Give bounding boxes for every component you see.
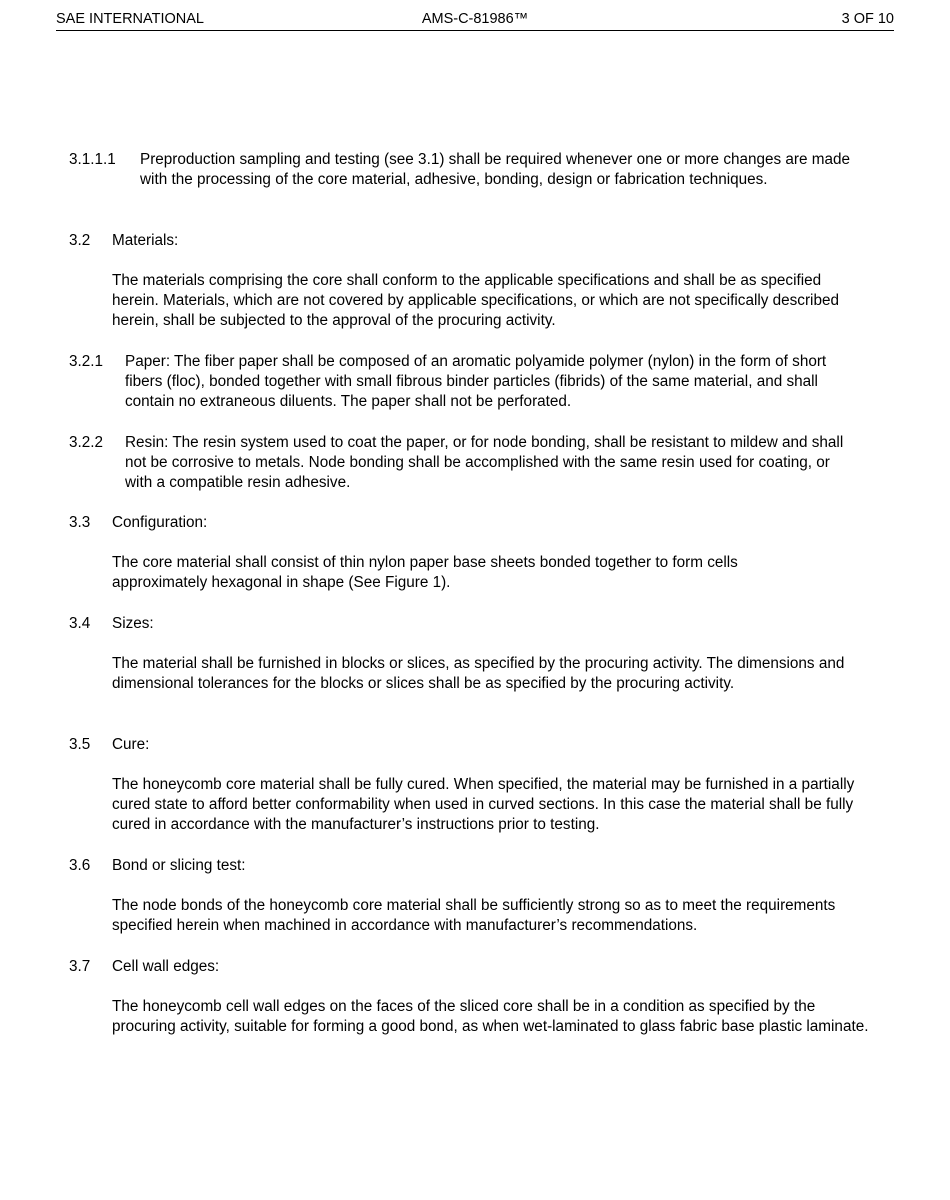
section-text: Preproduction sampling and testing (see 3.1) shall be required whenever one or more changes are made with the processing of the core material, adhesive, bonding, design or fabrication techniques. [140, 151, 851, 189]
section-3-4-body: The material shall be furnished in blocks or slices, as specified by the procuring activity. The dimensions and dimensional tolerances for the blocks or slices shall be as specified by the procuring activity. [112, 655, 845, 693]
section-3-1-1-1 [69, 150, 869, 190]
section-title: Bond or slicing test: [112, 857, 246, 874]
section-3-3-body: The core material shall consist of thin nylon paper base sheets bonded together to form cells approximately hexagonal in shape (See Figure 1). [112, 554, 738, 592]
section-text: Resin: The resin system used to coat the paper, or for node bonding, shall be resistant to mildew and shall not be corrosive to metals. Node bonding shall be accomplished with the same resin used for coating, or with a compatible resin adhesive. [125, 434, 844, 492]
section-title: Cure: [112, 736, 150, 753]
section-3-2-body: The materials comprising the core shall conform to the applicable specifications and shall be as specified herein. Materials, which are not covered by applicable specifications, or which are not specifically described herein, shall be subjected to the approval of the procuring activity. [112, 272, 839, 330]
section-3-6-body: The node bonds of the honeycomb core material shall be sufficiently strong so as to meet the requirements specified herein when machined in accordance with manufacturer’s recommendations. [112, 897, 836, 935]
section-number: 3.2.1 [69, 353, 104, 370]
section-3-2-1 [69, 352, 869, 413]
section-number: 3.2.2 [69, 434, 104, 451]
header-page-number: 3 OF 10 [841, 11, 894, 27]
section-number: 3.7 [69, 958, 91, 975]
section-3-2-2 [69, 433, 869, 494]
page-header [56, 10, 894, 31]
header-doc-id: AMS-C-81986™ [421, 11, 529, 27]
header-org: SAE INTERNATIONAL [56, 11, 204, 27]
section-title: Materials: [112, 232, 179, 249]
section-3-5-body: The honeycomb core material shall be fully cured. When specified, the material may be furnished in a partially cured state to afford better conformability when used in curved sections. In this case the material shall be fully cured in accordance with the manufacturer’s instructions prior to testing. [112, 776, 855, 834]
section-number: 3.6 [69, 857, 91, 874]
section-title: Sizes: [112, 615, 154, 632]
section-3-7-body: The honeycomb cell wall edges on the faces of the sliced core shall be in a condition as specified by the procuring activity, suitable for forming a good bond, as when wet-laminated to glass fabric base plastic laminate. [112, 998, 869, 1036]
section-title: Configuration: [112, 514, 208, 531]
section-number: 3.2 [69, 232, 91, 249]
section-number: 3.5 [69, 736, 91, 753]
section-number: 3.4 [69, 615, 91, 632]
section-title: Cell wall edges: [112, 958, 220, 975]
section-text: Paper: The fiber paper shall be composed of an aromatic polyamide polymer (nylon) in the form of short fibers (floc), bonded together with small fibrous binder particles (fibrids) of the same material, and shall contain no extraneous diluents. The paper shall not be perforated. [125, 353, 827, 411]
section-number: 3.1.1.1 [69, 151, 116, 168]
section-number: 3.3 [69, 514, 91, 531]
